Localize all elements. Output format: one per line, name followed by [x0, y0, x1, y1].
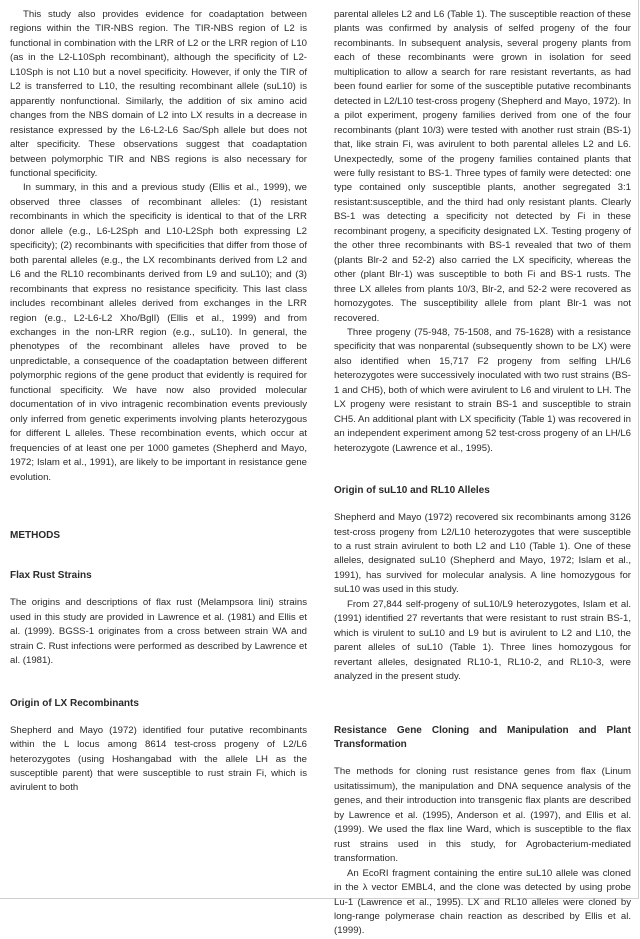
right-column: [334, 8, 631, 939]
discussion-paragraph-summary: In summary, in this and a previous study (Ellis et al., 1999), we observed three classes of recombinant alleles: (1) resistant recombinants in which the specificity is identical to that of the LRR donor allele (e.g., L6-L2Sph and L10-L2Sph both expressing L2 specificity); (2) recombinants with specificities that differ from those of both parental alleles (e.g., the LX recombinants derived from L2 and L6 and the RL10 recombinants derived from L9 and suL10); and (3) recombinants that express no resistance specificity. This last class includes recombinant alleles derived from exchanges in the LRR region (e.g., L2-L6-L2 Xho/BglI) (Ellis et al., 1999) and from exchanges in the non-LRR region (e.g., suL10). In general, the phenotypes of the recombinant alleles have proved to be unpredictable, a consequence of the coadaptation between different polymorphic regions of the gene product that evidently is required for functional specificity. We have now also provided molecular documentation of in vivo intragenic recombination events previously only inferred from genetic experiments involving plants heterozygous for different L alleles. These recombination events, which occur at frequencies of at least one per 1000 gametes (Shepherd and Mayo, 1972; Islam et al., 1991), are likely to be important in resistance gene evolution.: [10, 182, 307, 483]
revertants-paragraph: From 27,844 self-progeny of suL10/L9 heterozygotes, Islam et al. (1991) identified 27 revertants that were resistant to rust strain BS-1, which is virulent to suL10 and L9 but is avirulent to L2 and L10, the parent alleles of suL10 (Table 1). Three lines homozygous for revertant alleles, designated RL10-1, RL10-2, and RL10-3, were analyzed in the present study.: [334, 598, 631, 683]
origin-lx-paragraph: Shepherd and Mayo (1972) identified four putative recombinants within the L locus among 8614 test-cross progeny of L2/L6 heterozygotes (using Hoshangabad with the allele LH as the susceptible parent) that were susceptible to rust strain Fi, which is avirulent to both: [10, 724, 307, 794]
lx-three-progeny-paragraph: Three progeny (75-948, 75-1508, and 75-1628) with a resistance specificity that was nonparental (subsequently shown to be LX) were also identified when 15,717 F2 progeny from selfing LH/L6 heterozygotes were successively inoculated with two rust strains (BS-1 and CH5), both of which were avirulent to L6 and virulent to LH. The LX progeny were resistant to strain BS-1 and susceptible to strain CH5. An additional plant with LX specificity (Table 1) was recovered in an independent experiment among 52 test-cross progeny of an LH/L6 heterozygote (Lawrence et al., 1995).: [334, 326, 631, 454]
gene-cloning-paragraph: The methods for cloning rust resistance genes from flax (Linum usitatissimum), the manipulation and DNA sequence analysis of the genes, and their introduction into transgenic flax plants are described by Lawrence et al. (1995), Anderson et al. (1997), and Ellis et al. (1999). We used the flax line Ward, which is susceptible to the flax rust strains used in this study, for Agrobacterium-mediated transformation.: [334, 766, 631, 865]
left-column: [10, 8, 307, 796]
gene-cloning-heading: Resistance Gene Cloning and Manipulation and Plant Transformation: [334, 725, 631, 751]
flax-rust-strains-paragraph: The origins and descriptions of flax rust (Melampsora lini) strains used in this study are provided in Lawrence et al. (1981) and Ellis et al. (1999). BGSS-1 originates from a cross between strain WA and strain C. Rust infections were performed as described by Lawrence et al. (1981).: [10, 597, 307, 667]
origin-sul10-heading: Origin of suL10 and RL10 Alleles: [334, 485, 490, 497]
flax-rust-strains-heading: Flax Rust Strains: [10, 570, 92, 582]
lx-continued-paragraph: parental alleles L2 and L6 (Table 1). The susceptible reaction of these plants was confirmed by analysis of selfed progeny of the four recombinants. In subsequent analysis, several progeny plants from each of these recombinants were grown in isolation for seed multiplication to allow a search for rare resistant revertants, as had been found earlier for some of the susceptible putative recombinants detected in L2/L10 test-cross progeny (Shepherd and Mayo, 1972). In a pilot experiment, progeny families derived from one of the four recombinants (plant 10/3) were tested with another rust strain (BS-1) that, like strain Fi, was avirulent to both parental alleles L2 and L6. Unexpectedly, some of the progeny families contained plants that were fully resistant to BS-1. Three types of family were detected: one type contained only susceptible plants, another segregated 3:1 resistant:susceptible, and the third had only resistant plants. Clearly BS-1 was detecting a specificity not detected by Fi in these recombinant progeny, a specificity designated LX. Testing progeny of the other three recombinants with BS-1 revealed that two of them (plants Blr-2 and 52-2) also carried the LX specificity, whereas the other (plant Blr-1) was susceptible to both Fi and BS-1 rusts. The three LX alleles from plants 10/3, Blr-2, and 52-2 were recovered as homozygotes. The susceptibility allele from plant Blr-1 was not recovered.: [334, 9, 631, 324]
origin-lx-heading: Origin of LX Recombinants: [10, 697, 139, 709]
methods-heading: METHODS: [10, 529, 60, 541]
origin-sul10-paragraph: Shepherd and Mayo (1972) recovered six recombinants among 3126 test-cross progeny from L2/L10 heterozygotes that were susceptible to a rust strain avirulent to both L2 and L10 (Table 1). One of these alleles, designated suL10 (Shepherd and Mayo, 1972; Islam et al., 1991), has survived for molecular analysis. A line homozygous for suL10 was used in this study.: [334, 512, 631, 596]
ecori-fragment-paragraph: An EcoRI fragment containing the entire suL10 allele was cloned in the λ vector EMBL4, and the clone was detected by using probe Lu-1 (Lawrence et al., 1995). LX and RL10 alleles were cloned by long-range polymerase chain reaction as described by Ellis et al. (1999).: [334, 867, 631, 937]
discussion-paragraph-coadaptation: This study also provides evidence for coadaptation between regions within the TIR-NBS region. The TIR-NBS region of L2 is functional in combination with the LRR of L2 or the LRR region of L10 (as in the L2-L10Sph recombinant), although the specificity of L2-L10Sph is not L10 but a novel specificity. However, if only the TIR of L2 is transferred to L10, the resulting recombinant allele (suL10) is apparently nonfunctional. Similarly, the addition of six amino acid changes from the NBS domain of L2 into LX results in a decrease in resistance expressed by the L6-L2-L6 Sac/Sph allele but does not alter specificity. These observations suggest that coadaptation between polymorphic TIR and NBS regions is also necessary for functional specificity.: [10, 9, 307, 179]
